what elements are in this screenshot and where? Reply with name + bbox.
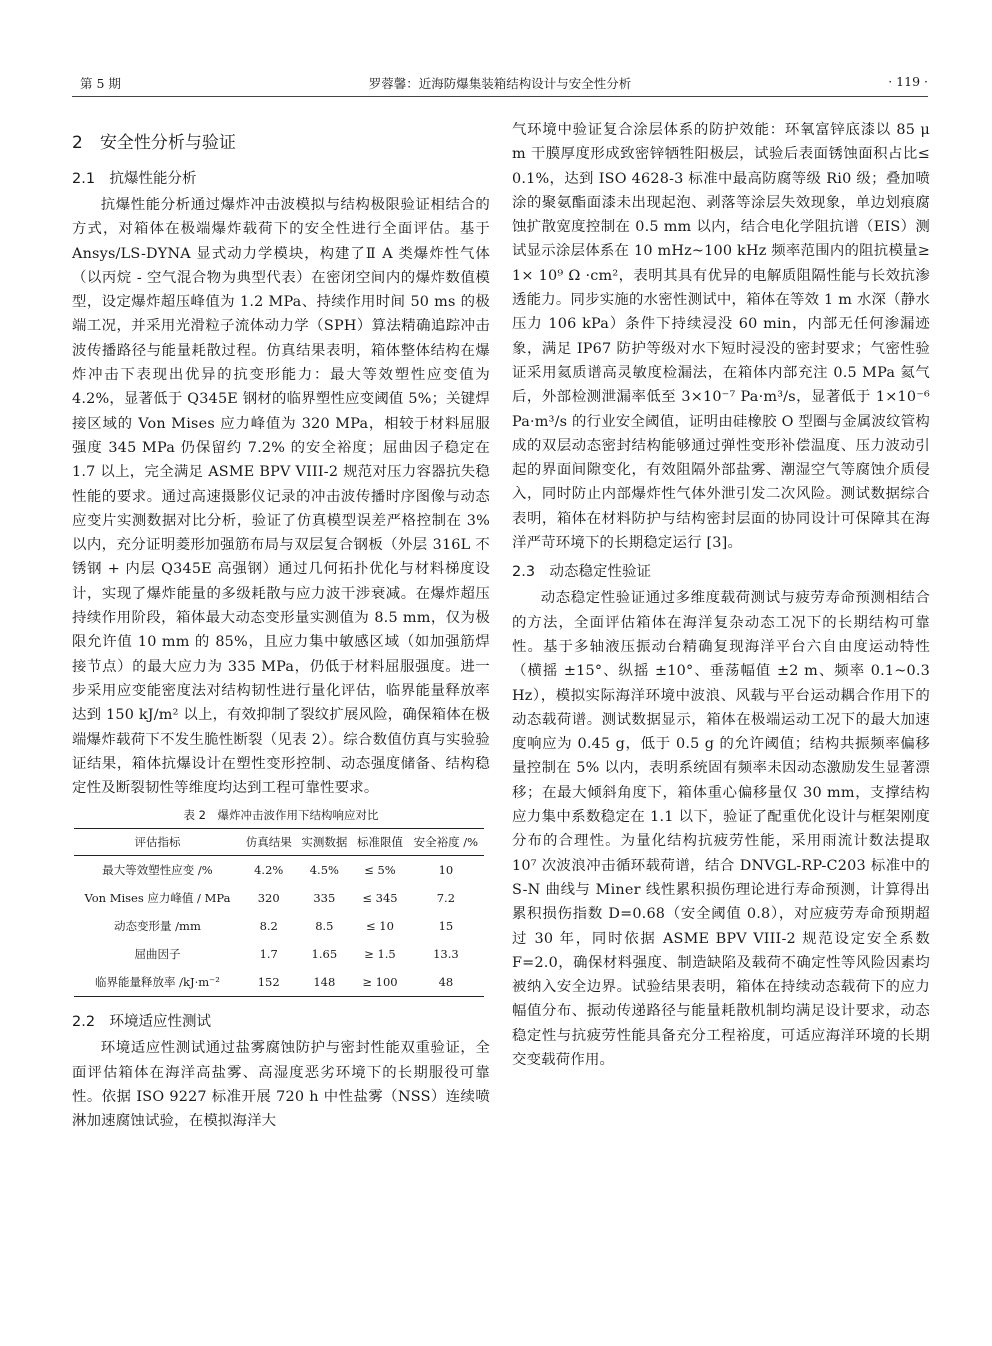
section-2-1-paragraph: 抗爆性能分析通过爆炸冲击波模拟与结构极限验证相结合的方式，对箱体在极端爆炸载荷下的安全性进行全面评估。基于 Ansys/LS-DYNA 显式动力学模块，构建了Ⅱ A 类爆炸性气体（以丙烷 - 空气混合物为典型代表）在密闭空间内的爆炸数值模型，设定爆炸超压峰值为 1.2 MPa、持续作用时间 50 ms 的极端工况，并采用光滑粒子流体动力学（SPH）算法精确追踪冲击波传播路径与能量耗散过程。仿真结果表明，箱体整体结构在爆炸冲击下表现出优异的抗变形能力：最大等效塑性应变值为 4.2%，显著低于 Q345E 钢材的临界塑性应变阈值 5%；关键焊接区域的 Von Mises 应力峰值为 320 MPa，相较于材料屈服强度 345 MPa 仍保留约 7.2% 的安全裕度；屈曲因子稳定在 1.7 以上，完全满足 ASME BPV VIII-2 规范对压力容器抗失稳性能的要求。通过高速摄影仪记录的冲击波传播时序图像与动态应变片实测数据对比分析，验证了仿真模型误差严格控制在 3% 以内，充分证明菱形加强筋布局与双层复合钢板（外层 316L 不锈钢 + 内层 Q345E 高强钢）通过几何拓扑优化与材料梯度设计，实现了爆炸能量的多级耗散与应力波干涉衰减。在爆炸超压持续作用阶段，箱体最大动态变形量实测值为 8.5 mm，仅为极限允许值 10 mm 的 85%，且应力集中敏感区域（如加强筋焊接节点）的最大应力为 335 MPa，仍低于材料屈服强度。进一步采用应变能密度法对结构韧性进行量化评估，临界能量释放率达到 150 kJ/m² 以上，有效抑制了裂纹扩展风险，确保箱体在极端爆炸载荷下不发生脆性断裂（见表 2）。综合数值仿真与实验验证结果，箱体抗爆设计在塑性变形控制、动态强度储备、结构稳定性及断裂韧性等维度均达到工程可靠性要求。: [72, 197, 490, 797]
table-cell: 10: [438, 863, 454, 878]
table-header-row: [74, 829, 484, 856]
table-cell: Von Mises 应力峰值 / MPa: [84, 891, 231, 906]
section-2-2-paragraph-start: 环境适应性测试通过盐雾腐蚀防护与密封性能双重验证，全面评估箱体在海洋高盐雾、高湿度恶劣环境下的长期服役可靠性。依据 ISO 9227 标准开展 720 h 中性盐雾（NSS）连续喷淋加速腐蚀试验，在模拟海洋大: [72, 1040, 490, 1130]
table-header-cell: 仿真结果: [241, 829, 297, 856]
table-cell: ≤ 5%: [364, 863, 396, 878]
section-2-2-paragraph-continued: 气环境中验证复合涂层体系的防护效能：环氧富锌底漆以 85 μ m 干膜厚度形成致密锌牺牲阳极层，试验后表面锈蚀面积占比≤ 0.1%，达到 ISO 4628-3 标准中最高防腐等级 Ri0 级；叠加喷涂的聚氨酯面漆未出现起泡、剥落等涂层失效现象，单边划痕腐蚀扩散宽度控制在 0.5 mm 以内，结合电化学阻抗谱（EIS）测试显示涂层体系在 10 mHz~100 kHz 频率范围内的阻抗模量≥ 1× 10⁹ Ω ·cm²，表明其具有优异的电解质阻隔性能与长效抗渗透能力。同步实施的水密性测试中，箱体在等效 1 m 水深（静水压力 106 kPa）条件下持续浸没 60 min，内部无任何渗漏迹象，满足 IP67 防护等级对水下短时浸没的密封要求；气密性验证采用氦质谱高灵敏度检漏法，在箱体内部充注 0.5 MPa 氦气后，外部检测泄漏率低至 3×10⁻⁷ Pa·m³/s，显著低于 1×10⁻⁶ Pa·m³/s 的行业安全阈值，证明由硅橡胶 O 型圈与金属波纹管构成的双层动态密封结构能够通过弹性变形补偿温度、压力波动引起的界面间隙变化，有效阻隔外部盐雾、潮湿空气等腐蚀介质侵入，同时防止内部爆炸性气体外泄引发二次风险。测试数据综合表明，箱体在材料防护与结构密封层面的协同设计可保障其在海洋严苛环境下的长期稳定运行 [3]。: [512, 122, 930, 552]
table-header-cell: 标准限值: [352, 829, 408, 856]
table-cell: ≥ 100: [352, 968, 408, 997]
table-cell: 临界能量释放率 /kJ·m⁻²: [74, 968, 241, 997]
table-cell: 8.5: [315, 919, 334, 934]
section-2-1-heading: 2.1 抗爆性能分析: [72, 171, 197, 187]
table-cell: 7.2: [436, 891, 456, 906]
issue-number: 第 5 期: [80, 76, 121, 91]
table-cell: 13.3: [433, 947, 459, 962]
table-cell: ≤ 10: [366, 919, 394, 934]
table-header-cell: 实测数据: [297, 829, 353, 856]
table-cell: 4.2%: [254, 863, 284, 878]
table-cell: 最大等效塑性应变 /%: [102, 863, 213, 878]
table-cell: 320: [257, 891, 280, 906]
table-cell: 335: [313, 891, 336, 906]
page-number: · 119 ·: [888, 74, 928, 89]
running-header: [72, 70, 928, 97]
table-cell: 1.7: [259, 947, 278, 962]
table-cell: ≤ 345: [362, 891, 398, 906]
table-cell: 148: [297, 968, 353, 997]
table-cell: 4.5%: [309, 863, 339, 878]
table-cell: 1.65: [311, 947, 338, 962]
table-cell: 8.2: [259, 919, 278, 934]
table-cell: ≥ 1.5: [364, 947, 396, 962]
section-2-2-heading: 2.2 环境适应性测试: [72, 1014, 212, 1031]
table-row: [74, 884, 484, 912]
table-row: [74, 912, 484, 940]
table-2-caption: 表 2 爆炸冲击波作用下结构响应对比: [183, 808, 379, 823]
table-row: [74, 856, 484, 885]
table-row: [74, 968, 484, 997]
section-2-3-paragraph: 动态稳定性验证通过多维度载荷测试与疲劳寿命预测相结合的方法，全面评估箱体在海洋复杂动态工况下的长期结构可靠性。基于多轴液压振动台精确复现海洋平台六自由度运动特性（横摇 ±15°、纵摇 ±10°、垂荡幅值 ±2 m、频率 0.1~0.3 Hz），模拟实际海洋环境中波浪、风载与平台运动耦合作用下的动态载荷谱。测试数据显示，箱体在极端运动工况下的最大加速度响应为 0.45 g，低于 0.5 g 的允许阈值；结构共振频率偏移量控制在 5% 以内，表明系统固有频率未因动态激励发生显著漂移；在最大倾斜角度下，箱体重心偏移量仅 30 mm，支撑结构应力集中系数稳定在 1.1 以下，验证了配重优化设计与框架刚度分布的合理性。为量化结构抗疲劳性能，采用雨流计数法提取 10⁷ 次波浪冲击循环载荷谱，结合 DNVGL-RP-C203 标准中的 S-N 曲线与 Miner 线性累积损伤理论进行寿命预测，计算得出累积损伤指数 D=0.68（安全阈值 0.8），对应疲劳寿命预期超过 30 年，同时依据 ASME BPV VIII-2 规范设定安全系数 F=2.0，确保材料强度、制造缺陷及载荷不确定性等风险因素均被纳入安全边界。试验结果表明，箱体在持续动态载荷下的应力幅值分布、振动传递路径与能量耗散机制均满足设计要求，动态稳定性与抗疲劳性能具备充分工程裕度，可适应海洋环境的长期交变载荷作用。: [512, 590, 930, 1068]
table-cell: 152: [241, 968, 297, 997]
section-2-heading: 2 安全性分析与验证: [72, 133, 236, 153]
table-header-cell: 评估指标: [74, 829, 241, 856]
running-title: 罗蓉馨：近海防爆集装箱结构设计与安全性分析: [368, 76, 632, 91]
right-column: [512, 118, 930, 1072]
table-cell: 屈曲因子: [134, 947, 181, 962]
table-header-cell: 安全裕度 /%: [408, 829, 484, 856]
table-2: [74, 828, 484, 997]
left-column: [72, 118, 490, 1134]
table-cell: 15: [438, 919, 454, 934]
table-cell: 48: [408, 968, 484, 997]
table-cell: 动态变形量 /mm: [114, 919, 201, 934]
table-row: [74, 940, 484, 968]
section-2-3-heading: 2.3 动态稳定性验证: [512, 564, 652, 581]
